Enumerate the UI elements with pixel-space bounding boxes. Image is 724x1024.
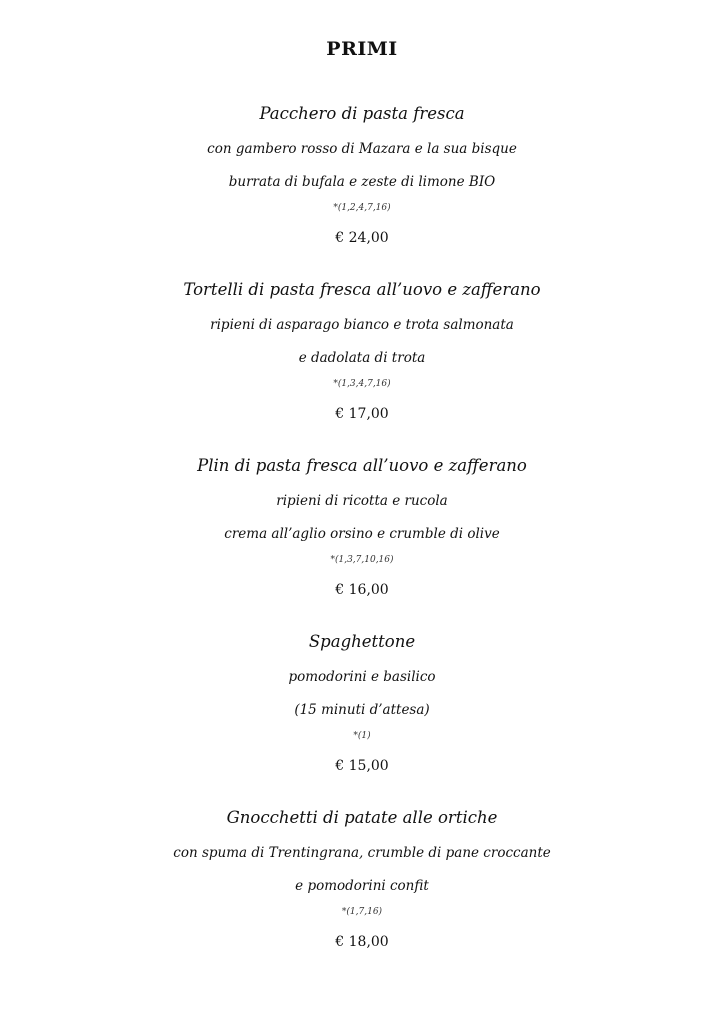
dish-description: pomodorini e basilico [288, 669, 436, 685]
dish-description: burrata di bufala e zeste di limone BIO [228, 174, 496, 190]
dish-description: con gambero rosso di Mazara e la sua bisque [207, 141, 517, 157]
dish-price: € 16,00 [335, 582, 389, 598]
dish-name: Spaghettone [308, 632, 416, 651]
dish-description: crema all’aglio orsino e crumble di olive [224, 526, 500, 542]
dish-name: Gnocchetti di patate alle ortiche [226, 808, 498, 827]
dish-description: e dadolata di trota [298, 350, 426, 366]
dish-allergens: *(1,7,16) [341, 907, 383, 917]
dish-name: Pacchero di pasta fresca [259, 104, 465, 123]
dish-description: ripieni di asparago bianco e trota salmonata [210, 317, 514, 333]
dish-allergens: *(1,3,4,7,16) [333, 379, 391, 389]
dish-allergens: *(1) [353, 731, 371, 741]
dish-description: e pomodorini confit [295, 878, 429, 894]
dish-name: Plin di pasta fresca all’uovo e zafferano [197, 456, 527, 475]
dish-price: € 24,00 [335, 230, 389, 246]
dish-allergens: *(1,2,4,7,16) [333, 203, 391, 213]
dish-description: (15 minuti d’attesa) [294, 702, 430, 718]
dish-price: € 18,00 [335, 934, 389, 950]
dish-name: Tortelli di pasta fresca all’uovo e zafferano [183, 280, 541, 299]
dish-price: € 15,00 [335, 758, 389, 774]
dish-description: con spuma di Trentingrana, crumble di pane croccante [173, 845, 551, 861]
menu-section-title: PRIMI [326, 38, 398, 60]
dish-description: ripieni di ricotta e rucola [276, 493, 448, 509]
dish-allergens: *(1,3,7,10,16) [330, 555, 394, 565]
dish-price: € 17,00 [335, 406, 389, 422]
